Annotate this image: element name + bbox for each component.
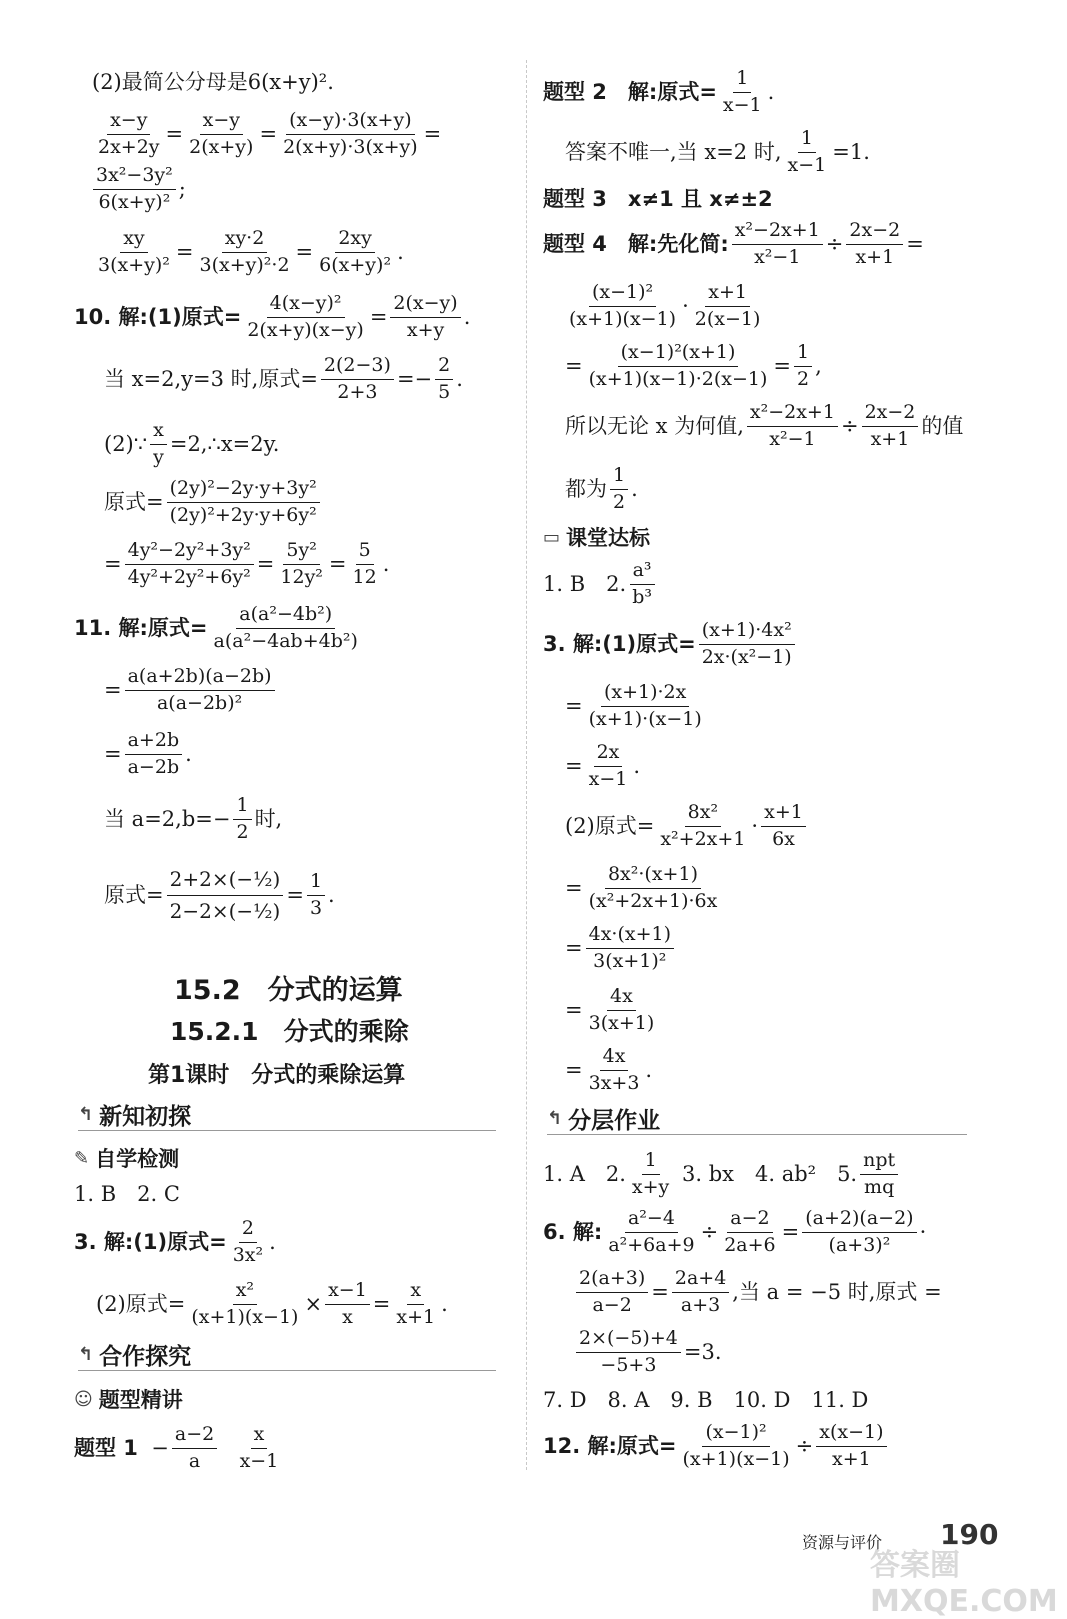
fraction: $\frac{xy}{\text{3(x+y)²}}$ <box>98 227 170 276</box>
pencil-icon: ✎ <box>74 1147 90 1169</box>
fraction: $\frac{x-1}{x}$ <box>325 1280 370 1329</box>
fraction: $\frac{2x-2}{x+1}$ <box>862 402 919 451</box>
fraction: $\frac{x+1}{6x}$ <box>761 802 806 851</box>
equation-line: 都为 $\frac{1}{2}$ . <box>565 464 638 513</box>
fraction: $\frac{a-2}{2a+6}$ <box>724 1207 776 1256</box>
equation-line: = $\frac{(x+1)\cdot 2x}{(x+1)\cdot(x-1)}$ <box>565 682 708 731</box>
fraction: $\frac{\text{(x−1)²(x+1)}}{(x+1)(x-1)\cdot 2(x-1)}$ <box>588 341 768 390</box>
fraction: $\frac{x+1}{2(x-1)}$ <box>694 281 761 330</box>
equation-line: 答案不唯一,当 x=2 时, $\frac{1}{x-1}$ =1. <box>565 127 870 176</box>
fraction: $\frac{\text{a³}}{\text{b³}}$ <box>629 560 655 609</box>
equation-line: = $\frac{\text{4y²−2y²+3y²}}{\text{4y²+2y²+6y²}}$ = $\frac{\text{5y²}}{\text{12y²}}$ = $\frac{5}{12}$ . <box>104 539 390 588</box>
equation-line: (2)原式= $\frac{\text{8x²}}{\text{x²+2x+1}}$ · $\frac{x+1}{6x}$ <box>565 802 809 851</box>
fraction: $\frac{x}{x-1}$ <box>239 1423 279 1472</box>
fraction: $\frac{2(2-3)}{2+3}$ <box>321 355 394 404</box>
fraction: $\frac{a-2}{a}$ <box>172 1424 217 1473</box>
fraction: $\frac{\text{4y²−2y²+3y²}}{\text{4y²+2y²+6y²}}$ <box>125 540 254 589</box>
equation-line: 题型 1 − $\frac{a-2}{a}$ $\frac{x}{x-1}$ <box>74 1424 284 1473</box>
fraction: $\frac{(x-y)\cdot 3(x+y)}{2(x+y)\cdot 3(x+y)}$ <box>283 109 418 158</box>
footer-source-label: 资源与评价 <box>802 1533 883 1552</box>
equation-line: $\frac{\text{(x−1)²}}{(x+1)(x-1)}$ · $\frac{x+1}{2(x-1)}$ <box>563 282 766 331</box>
text-line: 题型 3 x≠1 且 x≠±2 <box>543 187 773 211</box>
subheading-self-check: ✎ 自学检测 <box>74 1147 180 1171</box>
fraction: $\frac{x}{y}$ <box>150 420 167 469</box>
equation-line: 当 x=2,y=3 时,原式= $\frac{2(2-3)}{2+3}$ =− $\frac{2}{5}$ . <box>104 354 463 403</box>
equation-line: (2)原式= $\frac{\text{x²}}{(x+1)(x-1)}$ × $\frac{x-1}{x}$ = $\frac{x}{x+1}$ . <box>96 1279 448 1328</box>
fraction: $\frac{5}{12}$ <box>352 539 377 588</box>
equation-line: 所以无论 x 为何值, $\frac{\text{x²−2x+1}}{\text{x²−1}}$ ÷ $\frac{2x-2}{x+1}$ 的值 <box>565 401 964 450</box>
section-bar-homework: ↰ 分层作业 <box>547 1102 967 1135</box>
fraction: $\frac{\text{x²−2x+1}}{\text{x²−1}}$ <box>747 402 838 451</box>
fraction: $\frac{x-y}{2(x+y)}$ <box>189 109 254 158</box>
equation-line: 3. 解:(1)原式= $\frac{\text{(x+1)·4x²}}{\text{2x·(x²−1)}}$ <box>543 620 798 669</box>
fraction: $\frac{2}{5}$ <box>435 355 453 404</box>
lesson-title: 第1课时 分式的乘除运算 <box>148 1063 406 1088</box>
equation-line: = $\frac{a+2b}{a-2b}$ . <box>104 729 192 778</box>
fraction: $\frac{\text{2+2×(−½)}}{\text{2−2×(−½)}}$ <box>167 868 284 923</box>
fraction: $\frac{\text{4(x−y)²}}{2(x+y)(x-y)}$ <box>247 292 364 341</box>
equation-line: 6. 解: $\frac{\text{a²−4}}{\text{a²+6a+9}}$ ÷ $\frac{a-2}{2a+6}$ = $\frac{(a+2)(a-2)}{\text{(a+3)²}}$ · <box>543 1207 927 1256</box>
fraction: $\frac{4x}{3(x+1)}$ <box>588 985 655 1034</box>
fraction: $\frac{2(a+3)}{a-2}$ <box>576 1268 648 1317</box>
equation-line: 1. B 2. $\frac{\text{a³}}{\text{b³}}$ <box>543 560 658 609</box>
equation-line: $\frac{x-y}{2x+2y}$ = $\frac{x-y}{2(x+y)}$ = $\frac{(x-y)\cdot 3(x+y)}{2(x+y)\cdot 3(x+y)}$ = <box>92 110 441 159</box>
fraction: $\frac{\text{npt}}{mq}$ <box>860 1150 898 1199</box>
equation-line: = $\frac{\text{(x−1)²(x+1)}}{(x+1)(x-1)\cdot 2(x-1)}$ = $\frac{1}{2}$ , <box>565 341 822 390</box>
answer-line: 7. D 8. A 9. B 10. D 11. D <box>543 1388 869 1412</box>
fraction: $\frac{\text{8x²·(x+1)}}{\text{(x²+2x+1)·6x}}$ <box>588 863 718 912</box>
fraction: $\frac{(x+1)\cdot 2x}{(x+1)\cdot(x-1)}$ <box>588 681 702 730</box>
fraction: $\frac{2x}{x-1}$ <box>588 741 628 790</box>
section-bar-cooperation: ↰ 合作探究 <box>78 1338 496 1371</box>
section-bar-new-knowledge: ↰ 新知初探 <box>78 1098 496 1131</box>
corner-arrow-icon: ↰ <box>78 1343 94 1365</box>
fraction: $\frac{1}{3}$ <box>307 871 325 920</box>
subheading-class-target: ▭ 课堂达标 <box>543 526 651 550</box>
corner-arrow-icon: ↰ <box>78 1103 94 1125</box>
fraction: $\frac{\text{a²−4}}{\text{a²+6a+9}}$ <box>608 1207 695 1256</box>
fraction: $\frac{4x\cdot(x+1)}{\text{3(x+1)²}}$ <box>586 924 674 973</box>
question-11: 11. 解:原式= $\frac{\text{a(a²−4b²)}}{\text{a(a²−4ab+4b²)}}$ <box>74 604 364 653</box>
equation-line: 原式= $\frac{\text{(2y)²−2y·y+3y²}}{\text{(2y)²+2y·y+6y²}}$ <box>104 478 323 527</box>
fraction: $\frac{2}{\text{3x²}}$ <box>232 1217 264 1266</box>
fraction: $\frac{\text{(2y)²−2y·y+3y²}}{\text{(2y)²+2y·y+6y²}}$ <box>167 478 320 527</box>
question-10: 10. 解:(1)原式= $\frac{\text{4(x−y)²}}{2(x+y)(x-y)}$ = $\frac{2(x-y)}{x+y}$ . <box>74 292 471 341</box>
fraction: $\frac{\text{8x²}}{\text{x²+2x+1}}$ <box>660 801 746 850</box>
book-icon: ▭ <box>543 526 561 548</box>
equation-line: 题型 2 解:原式= $\frac{1}{x-1}$ . <box>543 67 775 116</box>
fraction: $\frac{x}{x+1}$ <box>396 1279 436 1328</box>
equation-line: 题型 4 解:先化简: $\frac{\text{x²−2x+1}}{\text{x²−1}}$ ÷ $\frac{2x-2}{x+1}$ = <box>543 219 924 268</box>
fraction: $\frac{\text{x²}}{(x+1)(x-1)}$ <box>191 1279 299 1328</box>
equation-line: $\frac{xy}{\text{3(x+y)²}}$ = $\frac{xy\cdot 2}{\text{3(x+y)²·2}}$ = $\frac{2xy}{\text{6(x+y)²}}$ . <box>92 228 404 277</box>
fraction: $\frac{2x-2}{x+1}$ <box>846 220 903 269</box>
fraction: $\frac{xy\cdot 2}{\text{3(x+y)²·2}}$ <box>199 227 290 276</box>
equation-line: $\frac{2\times(-5)+4}{-5+3}$ =3. <box>573 1328 722 1377</box>
fraction: $\frac{\text{(x+1)·4x²}}{\text{2x·(x²−1)}}$ <box>699 620 795 669</box>
fraction: $\frac{\text{(x−1)²}}{(x+1)(x-1)}$ <box>682 1421 790 1470</box>
text-line: (2)最简公分母是6(x+y)². <box>92 70 334 94</box>
subsection-title: 15.2.1 分式的乘除 <box>170 1017 409 1046</box>
fraction: $\frac{1}{2}$ <box>233 795 251 844</box>
fraction: $\frac{\text{a(a²−4b²)}}{\text{a(a²−4ab+4b²)}}$ <box>213 603 358 652</box>
equation-line: 3. 解:(1)原式= $\frac{2}{\text{3x²}}$ . <box>74 1217 276 1266</box>
equation-line: = $\frac{4x}{3(x+1)}$ <box>565 986 660 1035</box>
column-divider <box>526 60 527 1470</box>
fraction: $\frac{a+2b}{a-2b}$ <box>125 730 183 779</box>
equation-line: = $\frac{4x\cdot(x+1)}{\text{3(x+1)²}}$ <box>565 924 677 973</box>
fraction: $\frac{x-y}{2x+2y}$ <box>98 109 160 158</box>
fraction: $\frac{2\times(-5)+4}{-5+3}$ <box>576 1328 681 1377</box>
equation-line: = $\frac{2x}{x-1}$ . <box>565 741 641 790</box>
fraction: $\frac{1}{x-1}$ <box>722 67 762 116</box>
equation-line: 1. A 2. $\frac{1}{x+y}$ 3. bx 4. ab² 5. $\frac{\text{npt}}{mq}$ <box>543 1150 901 1199</box>
fraction: $\frac{1}{x+y}$ <box>631 1149 670 1198</box>
fraction: $\frac{(a+2)(a-2)}{\text{(a+3)²}}$ <box>802 1208 916 1257</box>
corner-arrow-icon: ↰ <box>547 1107 563 1129</box>
equation-line: = $\frac{4x}{3x+3}$ . <box>565 1045 653 1094</box>
watermark: 答案圈 MXQE.COM <box>870 1548 1058 1619</box>
fraction: $\frac{a(a+2b)(a-2b)}{\text{a(a−2b)²}}$ <box>125 666 275 715</box>
fraction: $\frac{x(x-1)}{x+1}$ <box>816 1422 886 1471</box>
answer-line: 1. B 2. C <box>74 1182 180 1206</box>
fraction: $\frac{2xy}{\text{6(x+y)²}}$ <box>319 227 392 276</box>
equation-line: 当 a=2,b=− $\frac{1}{2}$ 时, <box>104 794 283 843</box>
equation-line: $\frac{2(a+3)}{a-2}$ = $\frac{2a+4}{a+3}$ ,当 a = −5 时,原式 = <box>573 1268 942 1317</box>
subheading-question-types: ☺ 题型精讲 <box>74 1388 183 1412</box>
section-title: 15.2 分式的运算 <box>174 975 403 1006</box>
fraction: $\frac{\text{3x²−3y²}}{\text{6(x+y)²}}$ <box>93 165 176 214</box>
fraction: $\frac{4x}{3x+3}$ <box>588 1045 640 1094</box>
fraction: $\frac{\text{5y²}}{\text{12y²}}$ <box>280 539 323 588</box>
fraction: $\frac{\text{x²−2x+1}}{\text{x²−1}}$ <box>732 220 823 269</box>
equation-line: = $\frac{\text{8x²·(x+1)}}{\text{(x²+2x+1)·6x}}$ <box>565 864 723 913</box>
equation-line: = $\frac{a(a+2b)(a-2b)}{\text{a(a−2b)²}}$ <box>104 666 278 715</box>
equation-line: (2)∵ $\frac{x}{y}$ =2,∴x=2y. <box>104 419 280 468</box>
equation-line: 12. 解:原式= $\frac{\text{(x−1)²}}{(x+1)(x-1)}$ ÷ $\frac{x(x-1)}{x+1}$ <box>543 1422 890 1471</box>
equation-line: 原式= $\frac{\text{2+2×(−½)}}{\text{2−2×(−½)}}$ = $\frac{1}{3}$ . <box>104 867 335 923</box>
fraction: $\frac{1}{2}$ <box>794 342 812 391</box>
fraction: $\frac{1}{2}$ <box>610 465 628 514</box>
page-number: 190 <box>940 1518 999 1551</box>
equation-line: $\frac{\text{3x²−3y²}}{\text{6(x+y)²}}$ ; <box>90 165 186 214</box>
fraction: $\frac{\text{(x−1)²}}{(x+1)(x-1)}$ <box>569 281 677 330</box>
fraction: $\frac{1}{x-1}$ <box>787 127 827 176</box>
smile-icon: ☺ <box>74 1388 93 1410</box>
fraction: $\frac{2a+4}{a+3}$ <box>672 1268 729 1317</box>
fraction: $\frac{2(x-y)}{x+y}$ <box>390 293 460 342</box>
